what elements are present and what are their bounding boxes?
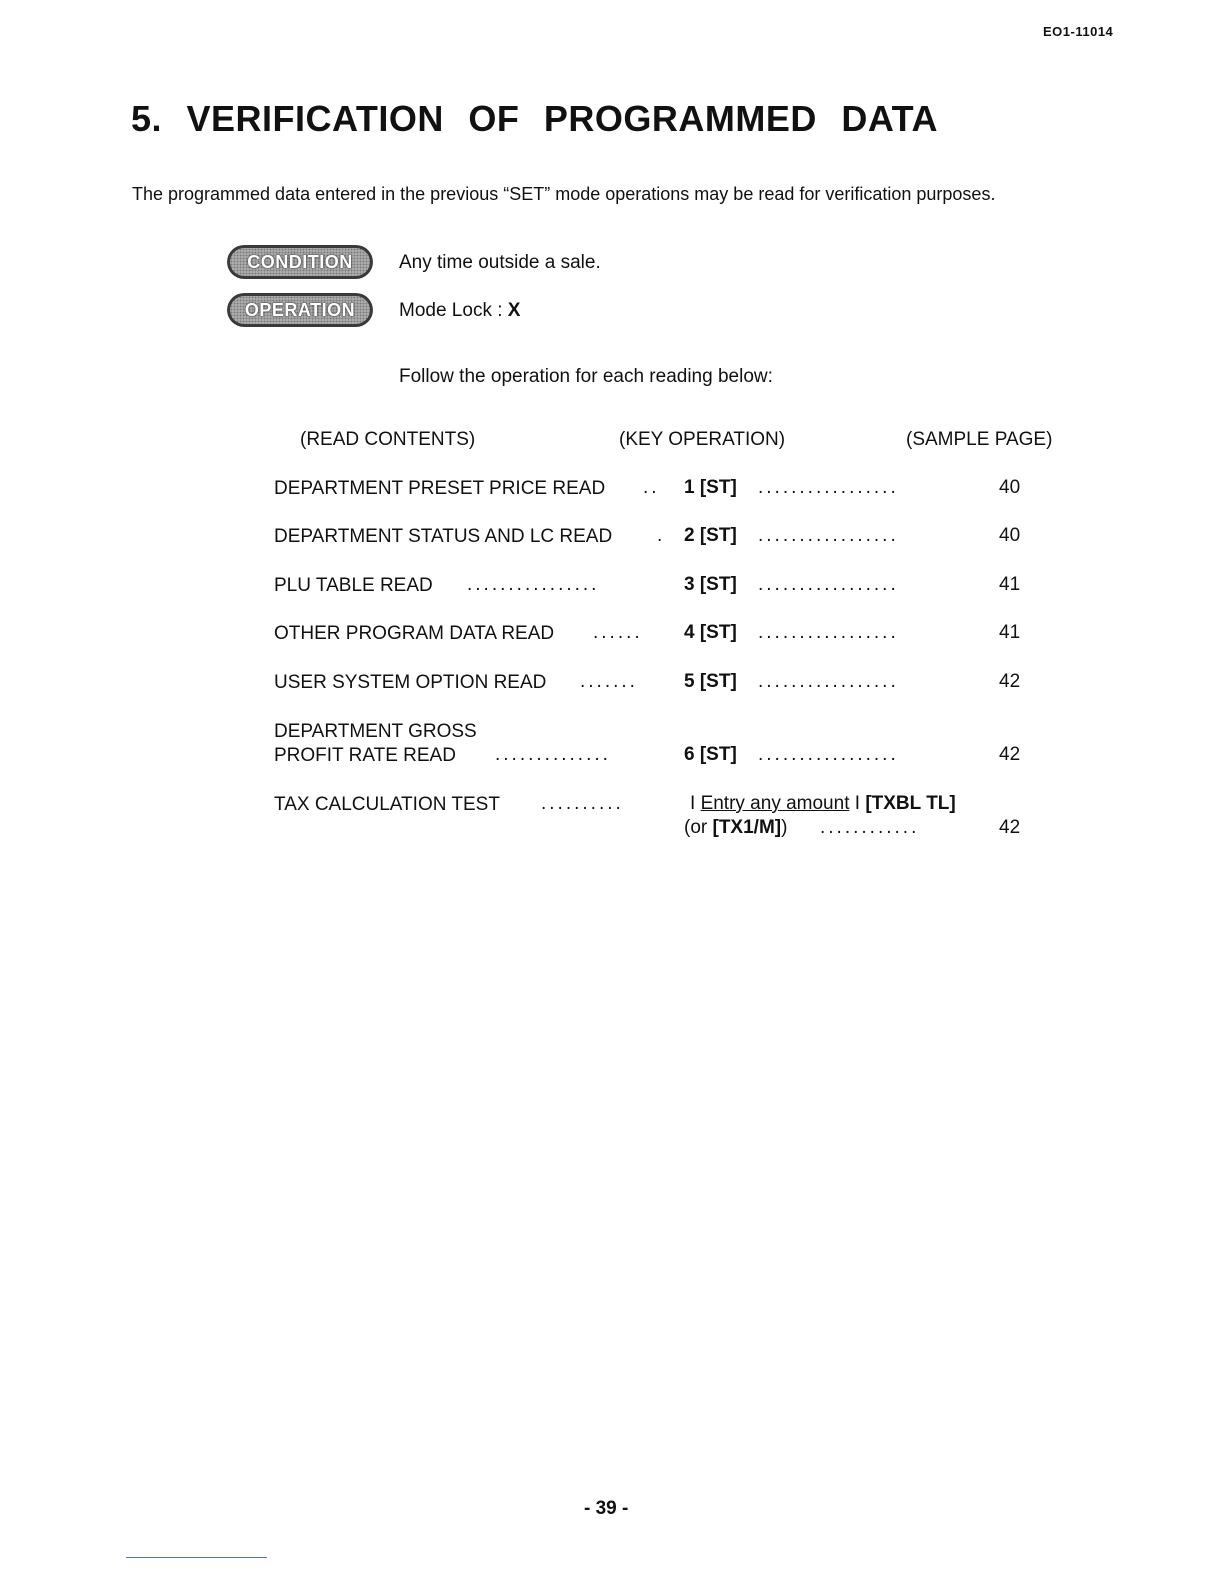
row-key-operation: 6 [ST]	[684, 744, 737, 765]
condition-badge	[227, 245, 373, 279]
row-sample-page: 41	[999, 622, 1021, 643]
row-sample-page: 42	[999, 671, 1021, 692]
operation-text	[399, 300, 520, 322]
row-label-plu-table: PLU TABLE READ	[274, 575, 433, 596]
row-leader-dots: ..	[643, 477, 660, 498]
row-sample-page: 40	[999, 525, 1021, 546]
condition-text: Any time outside a sale.	[399, 252, 601, 273]
intro-paragraph: The programmed data entered in the previous “SET” mode operations may be read for verification purposes.	[132, 184, 996, 204]
row-key-operation: 5 [ST]	[684, 671, 737, 692]
row-label-profit-rate-read: PROFIT RATE READ	[274, 745, 456, 766]
tax-alternative-key	[684, 817, 787, 839]
row-label-other-program-data: OTHER PROGRAM DATA READ	[274, 623, 555, 644]
operation-text-prefix: Mode Lock :	[399, 300, 508, 321]
footer-rule	[126, 1557, 267, 1558]
row-leader-dots: .................	[758, 477, 899, 498]
or-prefix: (or	[684, 817, 713, 838]
key-separator: I	[690, 793, 701, 814]
operation-mode-key: X	[507, 300, 521, 321]
txbl-tl-key: [TXBL TL]	[865, 793, 956, 814]
row-leader-dots: .................	[758, 671, 899, 692]
row-sample-page: 40	[999, 477, 1021, 498]
row-leader-dots: .......	[580, 671, 638, 692]
row-key-operation: 3 [ST]	[684, 574, 737, 595]
row-sample-page: 42	[999, 817, 1021, 838]
page-number: - 39 -	[584, 1498, 629, 1519]
operation-badge-label: OPERATION	[244, 299, 356, 320]
row-leader-dots: ..............	[495, 744, 611, 765]
column-header-sample-page: (SAMPLE PAGE)	[906, 429, 1053, 450]
tx1-m-key: [TX1/M]	[712, 817, 782, 838]
row-leader-dots: .................	[758, 525, 899, 546]
row-leader-dots: .	[657, 525, 666, 546]
row-leader-dots: ..........	[541, 793, 624, 814]
column-header-key-operation: (KEY OPERATION)	[619, 429, 786, 450]
row-leader-dots: .................	[758, 574, 899, 595]
page-title: 5. VERIFICATION OF PROGRAMMED DATA	[131, 98, 938, 139]
row-label-tax-calculation-test: TAX CALCULATION TEST	[274, 794, 500, 815]
row-label-department-status: DEPARTMENT STATUS AND LC READ	[274, 526, 613, 547]
row-leader-dots: ......	[593, 622, 643, 643]
key-separator: I	[849, 793, 866, 814]
row-leader-dots: .................	[758, 622, 899, 643]
row-leader-dots: ................	[467, 574, 600, 595]
condition-badge-label: CONDITION	[247, 251, 353, 272]
row-leader-dots: .................	[758, 744, 899, 765]
row-key-operation: 1 [ST]	[684, 477, 737, 498]
row-key-operation: 2 [ST]	[684, 525, 737, 546]
operation-badge	[227, 293, 373, 327]
row-label-department-preset-price: DEPARTMENT PRESET PRICE READ	[274, 478, 606, 499]
row-label-department-gross: DEPARTMENT GROSS	[274, 721, 477, 742]
row-sample-page: 41	[999, 574, 1021, 595]
follow-instruction: Follow the operation for each reading below:	[399, 366, 773, 387]
row-key-operation: 4 [ST]	[684, 622, 737, 643]
tax-key-sequence	[690, 793, 956, 815]
column-header-read-contents: (READ CONTENTS)	[300, 429, 476, 450]
row-leader-dots: ............	[820, 817, 920, 838]
or-suffix: )	[781, 817, 788, 838]
document-id: EO1-11014	[1043, 24, 1114, 39]
row-sample-page: 42	[999, 744, 1021, 765]
entry-amount-text: Entry any amount	[700, 793, 850, 814]
row-label-user-system-option: USER SYSTEM OPTION READ	[274, 672, 547, 693]
